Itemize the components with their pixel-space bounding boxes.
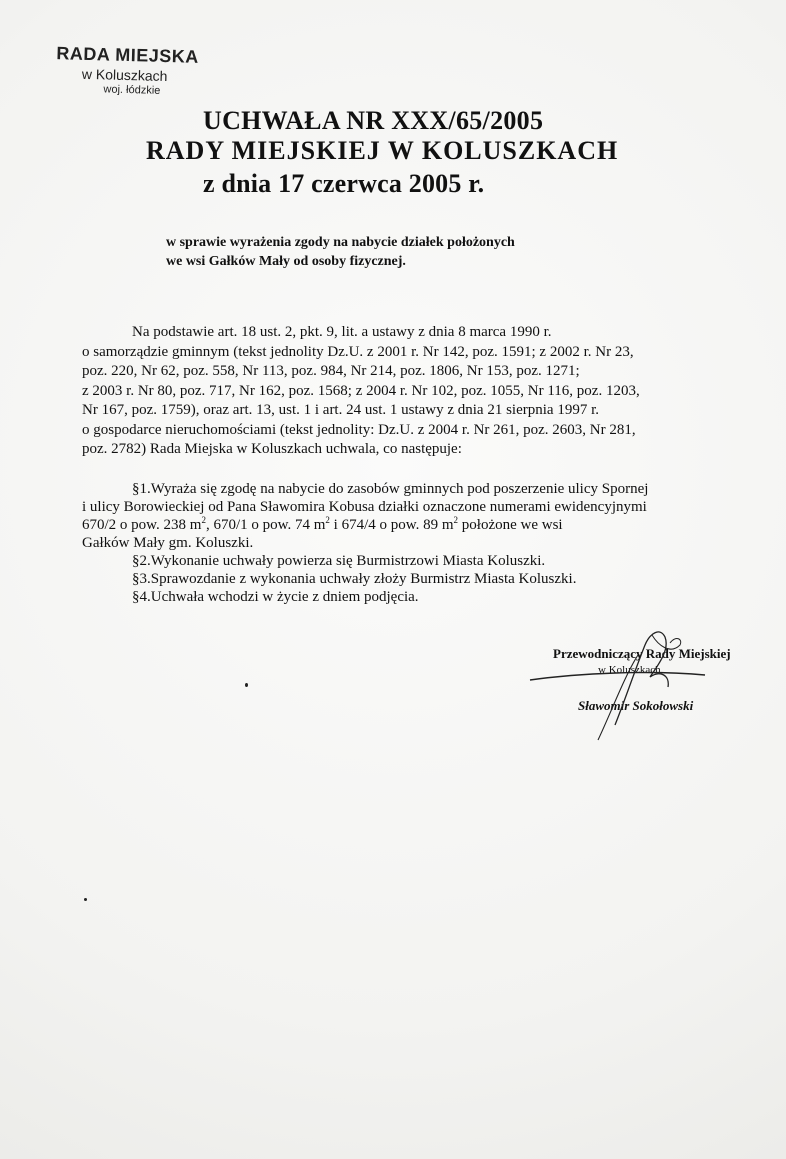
plot-area-text: położone we wsi <box>458 517 563 533</box>
body-line: poz. 220, Nr 62, poz. 558, Nr 113, poz. 984, Nr 214, poz. 1806, Nr 153, poz. 1271; <box>82 363 580 379</box>
plot-area-text: i 674/4 o pow. 89 m <box>329 517 454 533</box>
section-4: §4.Uchwała wchodzi w życie z dniem podjęcia. <box>132 589 419 605</box>
council-stamp <box>55 44 199 98</box>
signatory-title: Przewodniczący Rady Miejskiej <box>553 646 731 661</box>
body-line: Na podstawie art. 18 ust. 2, pkt. 9, lit. a ustawy z dnia 8 marca 1990 r. <box>132 324 552 340</box>
superscript: 2 <box>453 515 459 525</box>
resolution-sections <box>82 480 722 606</box>
stamp-town: w Koluszkach <box>81 65 168 85</box>
section-1-line: i ulicy Borowieckiej od Pana Sławomira Kobusa działki oznaczone numerami ewidencyjnymi <box>82 499 647 515</box>
section-1-line <box>82 516 722 534</box>
subject-line: we wsi Gałków Mały od osoby fizycznej. <box>166 254 406 269</box>
section-1-line: Gałków Mały gm. Koluszki. <box>82 535 254 551</box>
subject-line: w sprawie wyrażenia zgody na nabycie działek położonych <box>166 235 515 250</box>
section-2: §2.Wykonanie uchwały powierza się Burmistrzowi Miasta Koluszki. <box>132 553 546 569</box>
body-line: o gospodarce nieruchomościami (tekst jednolity: Dz.U. z 2004 r. Nr 261, poz. 2603, Nr 281, <box>82 421 636 438</box>
paper-speck <box>84 898 87 901</box>
section-3: §3.Sprawozdanie z wykonania uchwały złoży Burmistrz Miasta Koluszki. <box>132 571 577 587</box>
body-line: poz. 2782) Rada Miejska w Koluszkach uchwala, co następuje: <box>82 441 462 457</box>
resolution-number: UCHWAŁA NR XXX/65/2005 <box>203 106 544 135</box>
signatory-subtitle: w Koluszkach <box>598 664 661 676</box>
council-name: RADY MIEJSKIEJ W KOLUSZKACH <box>146 136 619 165</box>
signatory-name: Sławomir Sokołowski <box>578 698 694 713</box>
paper-speck <box>245 683 248 687</box>
stamp-region: woj. łódzkie <box>103 83 161 97</box>
stamp-title: RADA MIEJSKA <box>56 43 200 67</box>
superscript: 2 <box>201 515 206 525</box>
superscript: 2 <box>325 515 330 525</box>
plot-area-text: 670/2 o pow. 238 m <box>82 517 202 533</box>
body-line: z 2003 r. Nr 80, poz. 717, Nr 162, poz. 1568; z 2004 r. Nr 102, poz. 1055, Nr 116, poz. 1203, <box>82 382 640 399</box>
legal-basis-paragraph <box>82 323 722 460</box>
body-line: o samorządzie gminnym (tekst jednolity Dz.U. z 2001 r. Nr 142, poz. 1591; z 2002 r. Nr 23, <box>82 343 634 360</box>
handwritten-signature <box>520 615 750 745</box>
resolution-subject <box>166 233 515 271</box>
plot-area-text: , 670/1 o pow. 74 m <box>205 517 326 533</box>
body-line: Nr 167, poz. 1759), oraz art. 13, ust. 1 i art. 24 ust. 1 ustawy z dnia 21 sierpnia 1997 r. <box>82 402 599 418</box>
section-1-line: §1.Wyraża się zgodę na nabycie do zasobów gminnych pod poszerzenie ulicy Spornej <box>132 481 649 497</box>
resolution-date: z dnia 17 czerwca 2005 r. <box>203 169 485 198</box>
